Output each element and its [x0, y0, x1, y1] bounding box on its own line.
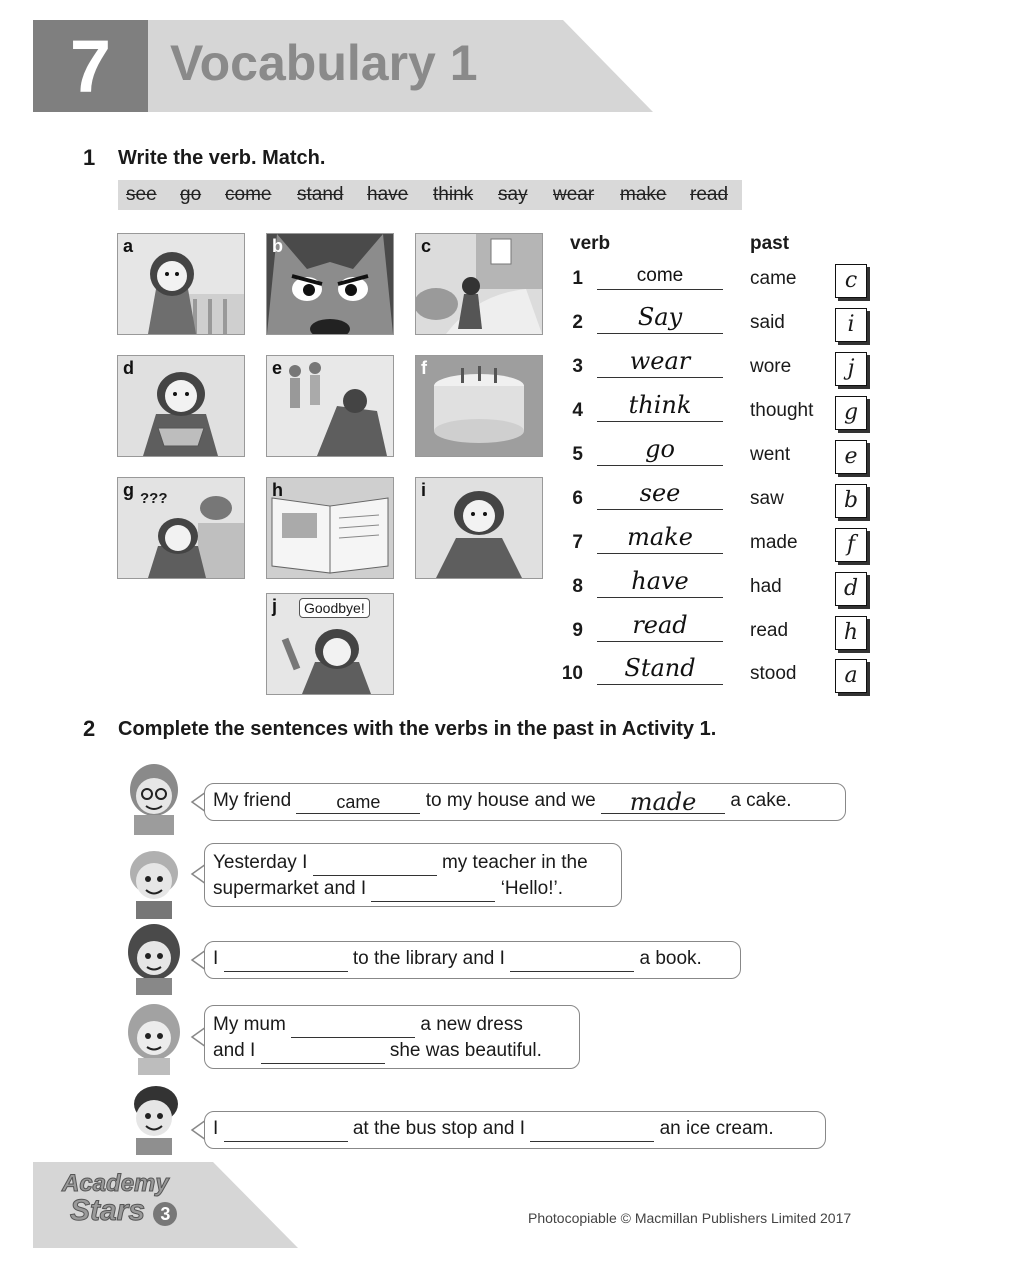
word-bank-item: see	[126, 184, 157, 205]
picture-i	[415, 477, 543, 579]
answer-blank[interactable]	[313, 855, 437, 876]
activity-2-instruction: Complete the sentences with the verbs in the past in Activity 1.	[118, 718, 717, 740]
answer-blank[interactable]: made	[601, 793, 725, 814]
answer-blank[interactable]	[530, 1121, 654, 1142]
match-letter-box[interactable]: f	[835, 528, 867, 562]
verb-answer: wear	[629, 347, 691, 375]
match-letter-box[interactable]: b	[835, 484, 867, 518]
row-number: 2	[572, 312, 583, 333]
verb-answer-field[interactable]	[597, 435, 723, 466]
picture-b	[266, 233, 394, 335]
match-letter-box[interactable]: i	[835, 308, 867, 342]
word-bank-item: wear	[553, 184, 595, 205]
sentence-text: Yesterday I	[213, 852, 308, 873]
child-avatar	[124, 1000, 184, 1075]
picture-h	[266, 477, 394, 579]
sentence-text: at the bus stop and I	[352, 1118, 526, 1139]
row-number: 5	[572, 444, 583, 465]
child-avatar	[124, 920, 184, 995]
picture-letter: g	[123, 480, 134, 500]
match-letter-box[interactable]: a	[835, 659, 867, 693]
verb-answer: Say	[637, 303, 683, 331]
sentence-4-bubble	[204, 1005, 580, 1069]
word-bank-item: say	[498, 184, 528, 205]
picture-letter: f	[421, 358, 427, 378]
past-form: read	[750, 620, 789, 641]
picture-letter: a	[123, 236, 134, 256]
answer-blank[interactable]	[510, 951, 634, 972]
sentence-text: a book.	[639, 948, 702, 969]
child-avatar	[124, 845, 184, 920]
word-bank-item: think	[433, 184, 474, 205]
match-letter-box[interactable]: c	[835, 264, 867, 298]
verb-answer-field[interactable]	[597, 265, 723, 290]
unit-number: 7	[69, 24, 112, 108]
picture-c	[415, 233, 543, 335]
cake-illustration	[416, 356, 542, 456]
verb-answer-field[interactable]	[597, 567, 723, 598]
row-number: 6	[572, 488, 583, 509]
sentence-3-bubble	[204, 941, 741, 979]
word-bank-item: come	[225, 184, 272, 205]
sentence-text: she was beautiful.	[389, 1040, 542, 1061]
verb-answer: make	[627, 523, 693, 551]
column-header-past: past	[750, 233, 790, 254]
activity-1-instruction: Write the verb. Match.	[118, 147, 326, 169]
verb-answer-field[interactable]	[597, 523, 723, 554]
sentence-text: an ice cream.	[659, 1118, 774, 1139]
picture-g	[117, 477, 245, 579]
answer-blank[interactable]	[291, 1017, 415, 1038]
activity-1-number: 1	[83, 145, 96, 170]
word-bank-item: make	[620, 184, 667, 205]
verb-answer: Stand	[624, 654, 696, 682]
academy-stars-logo: Academy Stars 3	[62, 1172, 177, 1226]
sentence-text: a cake.	[730, 790, 792, 811]
picture-g-caption: ???	[140, 490, 168, 507]
past-form: said	[750, 312, 785, 333]
sentence-2-bubble	[204, 843, 622, 907]
verb-answer-field[interactable]	[597, 391, 723, 422]
past-form: had	[750, 576, 782, 597]
picture-j-speech-bubble: Goodbye!	[299, 598, 370, 618]
picture-letter: b	[272, 236, 283, 256]
verb-answer-field[interactable]	[597, 479, 723, 510]
past-form: came	[750, 268, 797, 289]
answer-blank[interactable]: came	[296, 793, 420, 814]
sentence-text: a new dress	[420, 1014, 523, 1035]
match-letter-box[interactable]: j	[835, 352, 867, 386]
sentence-1-bubble	[204, 783, 846, 821]
girl-with-basket-illustration	[118, 356, 244, 456]
verb-answer: have	[631, 567, 689, 595]
open-book-illustration	[267, 478, 393, 578]
word-bank-item: read	[690, 184, 729, 205]
girl-thinking-illustration	[118, 478, 244, 578]
sentence-text: My friend	[213, 790, 292, 811]
answer-blank[interactable]	[371, 881, 495, 902]
past-form: stood	[750, 663, 797, 684]
picture-letter: j	[272, 596, 278, 616]
verb-answer-field[interactable]	[597, 654, 723, 685]
past-form: wore	[750, 356, 792, 377]
sentence-text: to my house and we	[425, 790, 596, 811]
sentence-text: supermarket and I	[213, 878, 367, 899]
word-bank-item: stand	[297, 184, 344, 205]
page-title: Vocabulary 1	[170, 35, 478, 91]
copyright-notice: Photocopiable © Macmillan Publishers Limited 2017	[528, 1210, 852, 1226]
row-number: 4	[572, 400, 583, 421]
verb-answer: read	[632, 611, 688, 639]
child-avatar	[124, 1080, 184, 1155]
verb-answer-field[interactable]	[597, 347, 723, 378]
sentence-text: to the library and I	[352, 948, 505, 969]
wolf-face-illustration	[267, 234, 393, 334]
sentence-text: I	[213, 1118, 219, 1139]
picture-letter: i	[421, 480, 427, 500]
word-bank-item: have	[367, 184, 409, 205]
past-form: made	[750, 532, 798, 553]
match-letter-box[interactable]: e	[835, 440, 867, 474]
girl-speaking-illustration	[416, 478, 542, 578]
row-number: 3	[572, 356, 583, 377]
picture-f	[415, 355, 543, 457]
row-number: 9	[572, 620, 583, 641]
match-letter-box[interactable]: d	[835, 572, 867, 606]
sentence-text: my teacher in the	[441, 852, 588, 873]
picture-d	[117, 355, 245, 457]
word-bank-item: go	[180, 184, 202, 205]
answer-blank[interactable]	[224, 1121, 348, 1142]
sentence-text: and I	[213, 1040, 256, 1061]
column-header-verb: verb	[570, 233, 611, 254]
verb-answer-field[interactable]	[597, 303, 723, 334]
answer-blank[interactable]	[224, 951, 348, 972]
girl-running-illustration	[267, 356, 393, 456]
girl-illustration	[118, 234, 244, 334]
picture-letter: c	[421, 236, 432, 256]
row-number: 7	[572, 532, 583, 553]
verb-answer-field[interactable]	[597, 611, 723, 642]
picture-letter: e	[272, 358, 283, 378]
past-form: saw	[750, 488, 784, 509]
verb-answer: go	[645, 435, 675, 463]
picture-letter: d	[123, 358, 134, 378]
verb-answer: come	[636, 265, 684, 286]
sentence-5-bubble	[204, 1111, 826, 1149]
past-form: went	[750, 444, 791, 465]
sentence-text: ‘Hello!’.	[500, 878, 564, 899]
match-letter-box[interactable]: h	[835, 616, 867, 650]
row-number: 8	[572, 576, 583, 597]
verb-answer: see	[639, 479, 681, 507]
verb-answer: think	[628, 391, 692, 419]
picture-e	[266, 355, 394, 457]
child-avatar	[124, 760, 184, 835]
picture-a	[117, 233, 245, 335]
match-letter-box[interactable]: g	[835, 396, 867, 430]
house-path-illustration	[416, 234, 542, 334]
row-number: 10	[561, 663, 583, 684]
sentence-text: My mum	[213, 1014, 286, 1035]
sentence-text: I	[213, 948, 219, 969]
past-form: thought	[750, 400, 814, 421]
activity-2-number: 2	[83, 716, 96, 741]
answer-blank[interactable]	[261, 1043, 385, 1064]
picture-j	[266, 593, 394, 695]
row-number: 1	[572, 268, 583, 289]
picture-letter: h	[272, 480, 283, 500]
